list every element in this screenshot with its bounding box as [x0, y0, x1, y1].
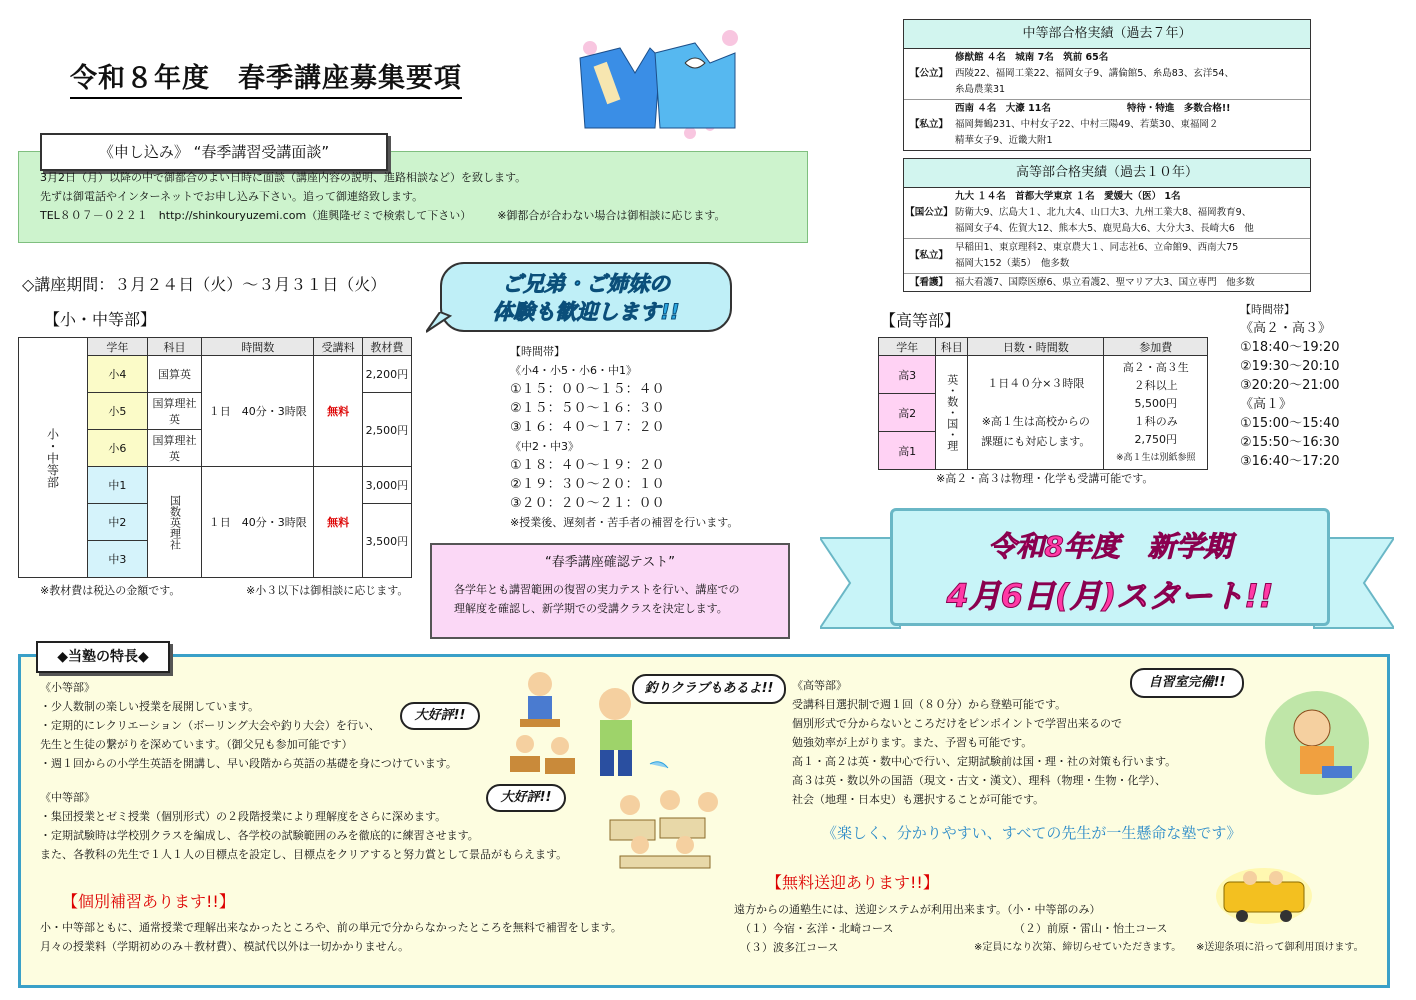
subject-cell: 英・数・国・理	[936, 356, 968, 470]
feature-line: ・定期試験時は学校別クラスを編成し、各学校の試験範囲のみを徹底的に練習させます。	[40, 829, 479, 842]
middle-results-title: 中等部合格実績（過去７年）	[904, 20, 1310, 49]
grade-cell: 小4	[88, 356, 148, 393]
times-line: 《中2・中3》	[510, 440, 579, 453]
result-line: 防衛大9、広島大１、北九大4、山口大3、九州工業大8、福岡教育9、	[955, 207, 1252, 218]
reading-girl-illustration	[1262, 688, 1372, 798]
grade-cell: 小6	[88, 430, 148, 467]
bus-title: 【無料送迎あります!!】	[766, 873, 939, 892]
page-title: 令和８年度 春季講座募集要項	[70, 56, 462, 99]
header-fee: 受講料	[314, 338, 362, 356]
hours-cell: １日 40分・3時限	[202, 356, 314, 467]
middle-results-panel	[903, 19, 1311, 151]
subject-cell: 国算英	[147, 356, 201, 393]
subject-cell: 国算理社英	[147, 393, 201, 430]
feature-line: また、各教科の先生で１人１人の目標点を設定し、目標点をクリアすると努力賞として景品がもらえます。	[40, 848, 568, 861]
bus-route: （２）前原・雷山・怡土コース	[1014, 922, 1168, 935]
hours-line: ※高１生は高校からの	[981, 414, 1090, 428]
fee-line: 2,750円	[1134, 432, 1177, 446]
times-line: ①15:00～15:40	[1240, 416, 1340, 431]
high-results-panel	[903, 158, 1311, 292]
bus-illustration	[1214, 860, 1314, 926]
middle-title: 《中等部》	[40, 791, 95, 804]
start-banner	[820, 508, 1394, 632]
feature-line: ・集団授業とゼミ授業（個別形式）の２段階授業により理解度をさらに深めます。	[40, 810, 447, 823]
subject-cell: 国数英理社	[147, 467, 201, 578]
test-title: “春季講座確認テスト”	[545, 555, 675, 570]
result-line: 精華女子9、近畿大附1	[955, 135, 1053, 146]
high-title: 《高等部》	[792, 679, 847, 692]
feature-line: 高３は英・数以外の国語（現文・古文・漢文）、理科（物理・生物・化学）、	[792, 774, 1166, 787]
junior-heading: 【小・中等部】	[44, 310, 157, 329]
header-grade: 学年	[88, 338, 148, 356]
result-category: 【私立】	[904, 239, 954, 274]
result-line: 西南 ４名 大濠 11名 特待・特進 多数合格!!	[955, 103, 1231, 114]
header-hours: 日数・時間数	[968, 338, 1104, 356]
result-line: 福岡舞鶴231、中村女子22、中村三陽49、若葉30、東福岡２	[955, 119, 1219, 130]
test-line: 理解度を確認し、新学期での受講クラスを決定します。	[454, 602, 728, 615]
apply-line: 3月2日（月）以降の中で御都合のよい日時に面談（講座内容の説明、進路相談など）を致します。	[40, 171, 527, 184]
fee-line: ２科以上	[1133, 378, 1178, 392]
times-line: 《高１》	[1240, 397, 1293, 412]
times-line: 《高２・高３》	[1240, 321, 1332, 336]
fishing-bubble: 釣りクラブもあるよ!!	[632, 674, 786, 704]
features-tab: ◆当塾の特長◆	[36, 641, 170, 673]
grade-cell: 小5	[88, 393, 148, 430]
feature-line: ・週１回からの小学生英語を開講し、早い段階から英語の基礎を身につけています。	[40, 757, 457, 770]
junior-note: ※教材費は税込の金額です。	[40, 584, 181, 597]
feature-line: 勉強効率が上がります。また、予習も可能です。	[792, 736, 1033, 749]
high-features	[792, 676, 1176, 809]
test-panel	[430, 543, 790, 639]
popular-bubble: 大好評!!	[486, 784, 566, 812]
popular-bubble: 大好評!!	[400, 702, 480, 730]
junior-course-table	[18, 337, 412, 578]
result-line: 福大看護7、国際医療6、県立看護2、聖マリア大3、国立専門 他多数	[955, 277, 1255, 288]
grade-cell: 中3	[88, 541, 148, 578]
result-line: 西陵22、福岡工業22、福岡女子9、講倫館5、糸島83、玄洋54、	[955, 68, 1234, 79]
start-line-2: 4月6日(月)スタート!!	[946, 577, 1274, 615]
header-material: 教材費	[362, 338, 411, 356]
times-line: ③１６：４０～１７：２０	[510, 420, 665, 435]
result-category: 【私立】	[904, 100, 954, 151]
times-line: ②19:30～20:10	[1240, 359, 1340, 374]
feature-line: 個別形式で分からないところだけをピンポイントで学習出来るので	[792, 717, 1122, 730]
feature-line: 先生と生徒の繋がりを深めています。（御父兄も参加可能です）	[40, 738, 353, 751]
times-line: ②１９：３０～２０：１０	[510, 477, 665, 492]
fee-free: 無料	[314, 356, 362, 467]
apply-line: 先ずは御電話やインターネットでお申し込み下さい。追って御連絡致します。	[40, 190, 424, 203]
apply-tab: 《申し込み》 “春季講習受講面談”	[40, 133, 388, 171]
classroom-illustration	[500, 664, 670, 784]
junior-times	[510, 342, 738, 532]
times-line: 《小4・小5・小6・中1》	[510, 364, 637, 377]
senior-heading: 【高等部】	[880, 311, 961, 330]
times-line: ③２０：２０～２１：００	[510, 496, 665, 511]
grade-cell: 中2	[88, 504, 148, 541]
senior-times-title: 【時間帯】	[1240, 303, 1295, 316]
times-line: ③16:40～17:20	[1240, 454, 1340, 469]
siblings-line: 体験も歓迎します!!	[492, 300, 680, 324]
study-room-bubble: 自習室完備!!	[1130, 668, 1244, 698]
senior-course-table	[878, 337, 1208, 470]
elementary-features	[40, 678, 457, 773]
slogan: 《楽しく、分かりやすい、すべての先生が一生懸命な塾です》	[822, 824, 1242, 842]
material-cell: 3,000円	[362, 467, 411, 504]
feature-line: ・少人数制の楽しい授業を展開しています。	[40, 700, 260, 713]
senior-times	[1240, 300, 1340, 471]
hours-cell: １日 40分・3時限	[202, 467, 314, 578]
header-subject: 科目	[936, 338, 968, 356]
course-period: ◇講座期間：３月２４日（火）～３月３１日（火）	[22, 275, 387, 294]
bus-route: （３）波多江コース	[740, 941, 839, 954]
feature-line: ・定期的にレクリエーション（ボーリング大会や釣り大会）を行い、	[40, 719, 380, 732]
grade-cell: 高3	[879, 356, 936, 394]
bus-intro: 遠方からの通塾生には、送迎システムが利用出来ます。（小・中等部のみ）	[734, 903, 1101, 916]
material-cell: 2,500円	[362, 393, 411, 467]
grade-cell: 中1	[88, 467, 148, 504]
header-grade: 学年	[879, 338, 936, 356]
grade-cell: 高1	[879, 432, 936, 470]
elementary-title: 《小等部》	[40, 681, 95, 694]
result-line: 福岡女子4、佐賀大12、熊本大5、鹿児島大6、大分大3、長崎大6 他	[955, 223, 1254, 234]
times-line: ①１８：４０～１９：２０	[510, 458, 665, 473]
times-line: ②15:50～16:30	[1240, 435, 1340, 450]
result-category: 【公立】	[909, 68, 948, 79]
high-results-title: 高等部合格実績（過去１０年）	[904, 159, 1310, 188]
bus-note: ※送迎条項に沿って御利用頂けます。	[1196, 942, 1364, 953]
junior-side-label: 小・中等部	[19, 338, 88, 578]
fee-line: １科のみ	[1133, 414, 1178, 428]
fee-note: ※高１生は別紙参照	[1115, 452, 1196, 463]
apply-note: ※御都合が合わない場合は御相談に応じます。	[497, 209, 726, 222]
fee-line: 5,500円	[1134, 396, 1177, 410]
times-line: ①18:40～19:20	[1240, 340, 1340, 355]
material-cell: 2,200円	[362, 356, 411, 393]
bus-route: （１）今宿・玄洋・北崎コース	[740, 922, 894, 935]
result-category: 【国公立】	[905, 207, 953, 218]
hoshu-title: 【個別補習あります!!】	[62, 892, 235, 911]
bus-note: ※定員になり次第、締切らせていただきます。	[974, 942, 1182, 953]
fee-free: 無料	[314, 467, 362, 578]
junior-note: ※小３以下は御相談に応じます。	[246, 584, 409, 597]
result-line: 修猷館 ４名 城南 7名 筑前 65名	[955, 52, 1109, 63]
feature-line: 社会（地理・日本史）も選択することが可能です。	[792, 793, 1045, 806]
fee-line: 高２・高３生	[1122, 360, 1189, 374]
apply-tel[interactable]: TEL８０７－０２２１ http://shinkouryuzemi.com（進興隆ゼミで検索して下さい）	[40, 209, 472, 222]
header-subject: 科目	[147, 338, 201, 356]
header-hours: 時間数	[202, 338, 314, 356]
hoshu-text	[40, 918, 622, 956]
header-fee: 参加費	[1104, 338, 1208, 356]
test-line: 各学年とも講習範囲の復習の実力テストを行い、講座での	[454, 583, 740, 596]
hours-line: 課題にも対応します。	[981, 434, 1091, 448]
subject-cell: 国算理社英	[147, 430, 201, 467]
material-cell: 3,500円	[362, 504, 411, 578]
hoshu-line: 小・中等部ともに、通常授業で理解出来なかったところや、前の単元で分からなかったところを無料で補習をします。	[40, 921, 622, 934]
times-line: ②１５：５０～１６：３０	[510, 401, 665, 416]
times-line: ①１５：００～１５：４０	[510, 382, 665, 397]
result-line: 糸島農業31	[955, 84, 1006, 95]
students-illustration	[600, 780, 730, 870]
siblings-line: ご兄弟・ご姉妹の	[502, 272, 670, 296]
times-line: ③20:20～21:00	[1240, 378, 1340, 393]
senior-note: ※高２・高３は物理・化学も受講可能です。	[936, 472, 1154, 485]
apply-text	[40, 168, 726, 225]
result-line: 九大 １４名 首都大学東京 １名 愛媛大（医） 1名	[955, 191, 1181, 202]
feature-line: 高１・高２は英・数中心で行い、定期試験前は国・理・社の対策も行います。	[792, 755, 1177, 768]
siblings-bubble	[440, 262, 732, 332]
result-category: 【看護】	[904, 274, 954, 293]
result-line: 福岡大152（薬5） 他多数	[955, 258, 1070, 269]
hours-line: １日４０分×３時限	[987, 376, 1085, 390]
uniform-illustration	[560, 18, 750, 143]
times-line: ※授業後、遅刻者・苦手者の補習を行います。	[510, 516, 739, 529]
hoshu-line: 月々の授業料（学期初めのみ＋教材費）、模試代以外は一切かかりません。	[40, 940, 410, 953]
junior-times-title: 【時間帯】	[510, 345, 565, 358]
start-line-1: 令和8年度 新学期	[988, 530, 1232, 563]
feature-line: 受講科目選択制で週１回（８０分）から登塾可能です。	[792, 698, 1067, 711]
result-line: 早稲田1、東京理科2、東京農大１、同志社6、立命館9、西南大75	[955, 242, 1239, 253]
grade-cell: 高2	[879, 394, 936, 432]
